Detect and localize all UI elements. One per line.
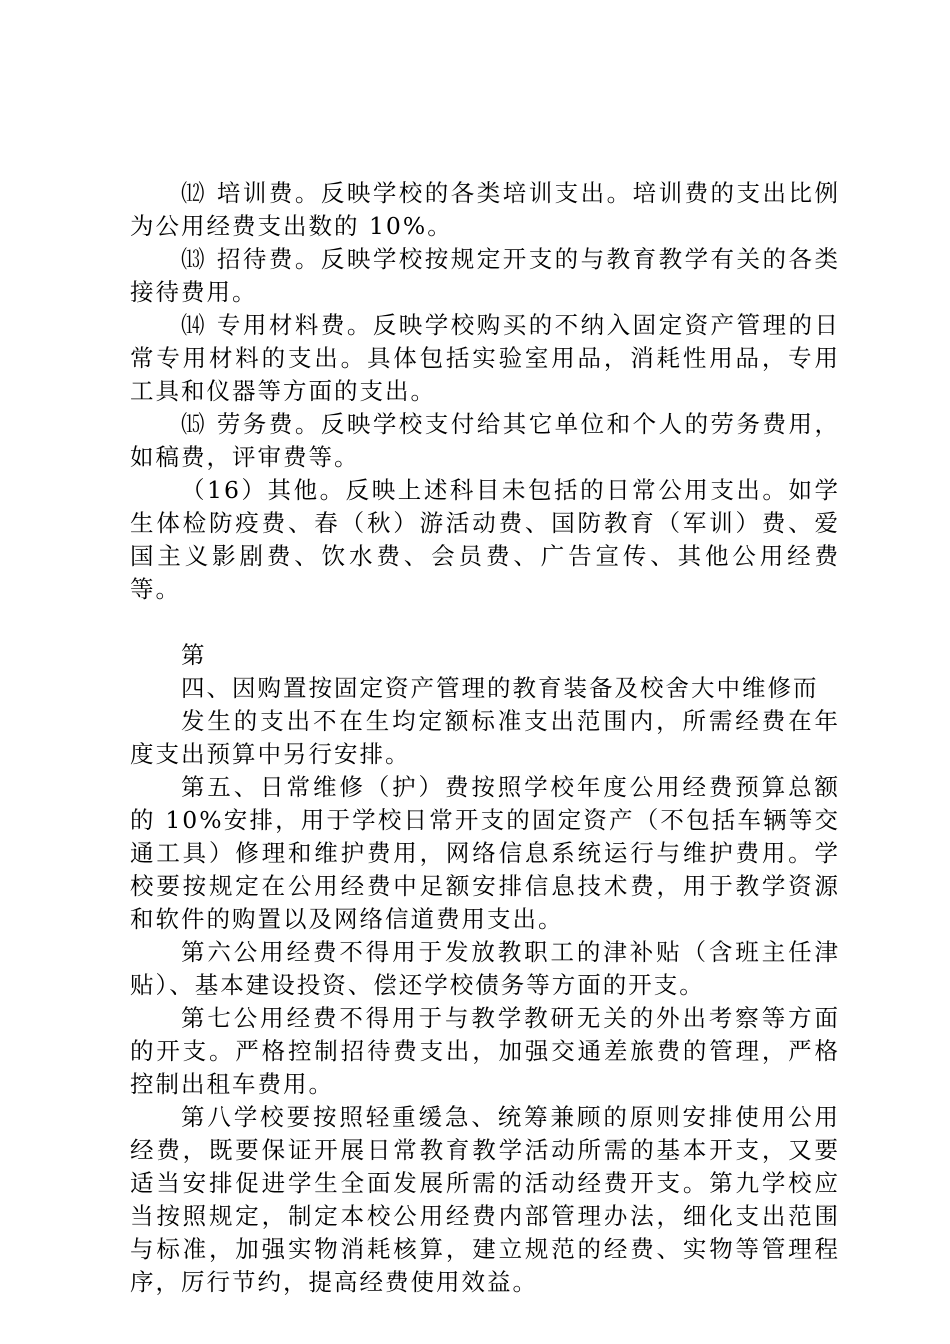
paragraph-labor-fee: ⒂ 劳务费。反映学校支付给其它单位和个人的劳务费用，如稿费，评审费等。 xyxy=(130,410,840,471)
article-5: 第五、日常维修（护）费按照学校年度公用经费预算总额的 10%安排，用于学校日常开支的固定资产（不包括车辆等交通工具）修理和维护费用，网络信息系统运行与维护费用。学校要按规定在公用经费中足额安排信息技术费，用于教学资源和软件的购置以及网络信道费用支出。 xyxy=(130,773,840,933)
section-label: 第 xyxy=(181,641,207,669)
paragraph-other-expenses: （16）其他。反映上述科目未包括的日常公用支出。如学生体检防疫费、春（秋）游活动费、国防教育（军训）费、爱国主义影剧费、饮水费、会员费、广告宣传、其他公用经费等。 xyxy=(130,476,840,603)
paragraph-special-materials-fee: ⒁ 专用材料费。反映学校购买的不纳入固定资产管理的日常专用材料的支出。具体包括实验室用品，消耗性用品，专用工具和仪器等方面的支出。 xyxy=(130,311,840,405)
article-7: 第七公用经费不得用于与教学教研无关的外出考察等方面的开支。严格控制招待费支出，加强交通差旅费的管理，严格控制出租车费用。 xyxy=(130,1004,840,1098)
article-6: 第六公用经费不得用于发放教职工的津补贴（含班主任津贴）、基本建设投资、偿还学校债务等方面的开支。 xyxy=(130,938,840,999)
paragraph-hospitality-fee: ⒀ 招待费。反映学校按规定开支的与教育教学有关的各类接待费用。 xyxy=(130,245,840,306)
document-page xyxy=(130,177,840,1299)
paragraph-spacer xyxy=(130,606,840,639)
article-4-body: 发生的支出不在生均定额标准支出范围内，所需经费在年度支出预算中另行安排。 xyxy=(130,707,840,768)
article-8-9: 第八学校要按照轻重缓急、统筹兼顾的原则安排使用公用经费，既要保证开展日常教育教学活动所需的基本开支，又要适当安排促进学生全面发展所需的活动经费开支。第九学校应当按照规定，制定本校公用经费内部管理办法，细化支出范围与标准，加强实物消耗核算，建立规范的经费、实物等管理程序，厉行节约，提高经费使用效益。 xyxy=(130,1103,840,1296)
article-4-title: 四、因购置按固定资产管理的教育装备及校舍大中维修而 xyxy=(181,674,819,702)
paragraph-training-fee: ⑿ 培训费。反映学校的各类培训支出。培训费的支出比例为公用经费支出数的 10%。 xyxy=(130,179,840,240)
